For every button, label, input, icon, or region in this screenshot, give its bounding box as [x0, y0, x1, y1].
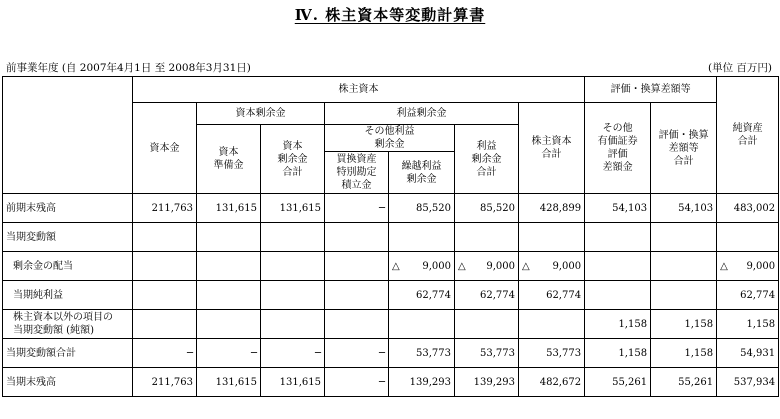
table-row	[3, 281, 779, 310]
negative-marker: △	[720, 260, 728, 272]
table-cell	[651, 310, 717, 339]
header-blank	[3, 77, 133, 194]
table-cell	[717, 223, 779, 252]
table-cell	[133, 194, 197, 223]
table-cell	[519, 339, 585, 368]
table-cell	[651, 339, 717, 368]
cell-value: 53,773	[480, 347, 515, 359]
cell-value: ─	[250, 347, 257, 359]
table-cell	[717, 339, 779, 368]
table-cell	[519, 368, 585, 397]
header-carried-forward: 繰越利益 剰余金	[389, 152, 455, 194]
table-cell	[717, 281, 779, 310]
table-cell	[519, 252, 585, 281]
table-cell	[717, 368, 779, 397]
cell-value: 1,158	[618, 347, 648, 359]
table-cell	[133, 339, 197, 368]
table-cell	[389, 194, 455, 223]
header-capital: 資本金	[133, 103, 197, 194]
table-row	[3, 368, 779, 397]
table-cell	[651, 252, 717, 281]
cell-value: 211,763	[151, 376, 193, 388]
cell-value: 9,000	[746, 260, 776, 272]
table-cell	[455, 310, 519, 339]
cell-value: 85,520	[480, 202, 515, 214]
header-valuation: 評価・換算差額等	[585, 77, 717, 103]
cell-value: 55,261	[612, 376, 648, 388]
row-label: 当期純利益	[3, 281, 133, 310]
header-retained-earnings: 利益剰余金	[325, 103, 519, 125]
cell-value: ─	[314, 347, 321, 359]
table-cell	[197, 223, 261, 252]
header-other-retained: その他利益 剰余金	[325, 125, 455, 152]
table-cell	[325, 223, 389, 252]
cell-value: 53,773	[416, 347, 451, 359]
negative-marker: △	[522, 260, 530, 272]
cell-value: 482,672	[539, 376, 582, 388]
cell-value: ─	[186, 347, 193, 359]
table-header	[3, 77, 779, 194]
row-label: 剰余金の配当	[3, 252, 133, 281]
row-label: 株主資本以外の項目の 当期変動額 (純額)	[3, 310, 133, 339]
table-cell	[717, 194, 779, 223]
table-cell	[325, 281, 389, 310]
table-row	[3, 223, 779, 252]
header-capital-reserve: 資本 準備金	[197, 125, 261, 194]
header-retained-total: 利益 剰余金 合計	[455, 125, 519, 194]
cell-value: 54,931	[740, 347, 776, 359]
table-cell	[389, 368, 455, 397]
table-cell	[651, 194, 717, 223]
table-cell	[585, 339, 651, 368]
table-cell	[133, 223, 197, 252]
cell-value: 53,773	[546, 347, 582, 359]
negative-marker: △	[458, 260, 466, 272]
cell-value: 537,934	[733, 376, 776, 388]
cell-value: 62,774	[546, 289, 582, 301]
table-cell	[717, 310, 779, 339]
header-valuation-total: 評価・換算 差額等 合計	[651, 103, 717, 194]
table-cell	[133, 252, 197, 281]
cell-value: 483,002	[733, 202, 776, 214]
table-cell	[455, 194, 519, 223]
table-row	[3, 339, 779, 368]
statement-title: Ⅳ. 株主資本等変動計算書	[294, 6, 486, 24]
table-cell	[519, 223, 585, 252]
table-cell	[585, 368, 651, 397]
table-cell	[389, 339, 455, 368]
header-capital-surplus-total: 資本 剰余金 合計	[261, 125, 325, 194]
table-cell	[133, 281, 197, 310]
fiscal-period: 前事業年度 (自 2007年4月1日 至 2008年3月31日)	[6, 62, 251, 74]
row-label: 当期変動額合計	[3, 339, 133, 368]
table-cell	[389, 223, 455, 252]
cell-value: 1,158	[684, 347, 714, 359]
cell-value: 55,261	[678, 376, 714, 388]
table-cell	[261, 339, 325, 368]
table-body	[3, 194, 779, 397]
header-reserve-replacement: 買換資産 特別勘定 積立金	[325, 152, 389, 194]
cell-value: ─	[378, 347, 385, 359]
table-cell	[585, 252, 651, 281]
cell-value: 428,899	[539, 202, 582, 214]
table-cell	[197, 281, 261, 310]
table-cell	[197, 194, 261, 223]
table-cell	[325, 310, 389, 339]
table-cell	[261, 281, 325, 310]
negative-marker: △	[392, 260, 400, 272]
table-cell	[389, 281, 455, 310]
cell-value: 62,774	[480, 289, 515, 301]
table-cell	[389, 252, 455, 281]
table-cell	[261, 252, 325, 281]
table-cell	[585, 310, 651, 339]
row-label: 当期変動額	[3, 223, 133, 252]
cell-value: 9,000	[552, 260, 582, 272]
table-cell	[261, 310, 325, 339]
table-cell	[519, 310, 585, 339]
table-cell	[651, 368, 717, 397]
table-cell	[197, 252, 261, 281]
table-cell	[325, 252, 389, 281]
cell-value: 139,293	[409, 376, 451, 388]
table-cell	[455, 368, 519, 397]
table-cell	[585, 194, 651, 223]
row-label: 前期末残高	[3, 194, 133, 223]
table-cell	[261, 223, 325, 252]
table-cell	[585, 223, 651, 252]
table-row	[3, 194, 779, 223]
cell-value: 54,103	[612, 202, 648, 214]
header-shareholders-equity: 株主資本	[133, 77, 585, 103]
table-cell	[325, 368, 389, 397]
cell-value: 54,103	[678, 202, 714, 214]
table-cell	[133, 310, 197, 339]
cell-value: 131,615	[215, 376, 257, 388]
table-cell	[585, 281, 651, 310]
cell-value: 1,158	[684, 318, 714, 330]
table-cell	[197, 339, 261, 368]
table-cell	[197, 368, 261, 397]
cell-value: 9,000	[422, 260, 451, 272]
cell-value: ─	[378, 376, 385, 388]
header-net-assets: 純資産 合計	[717, 77, 779, 194]
header-other-securities: その他 有価証券 評価 差額金	[585, 103, 651, 194]
cell-value: 1,158	[618, 318, 648, 330]
cell-value: 9,000	[486, 260, 515, 272]
table-cell	[325, 194, 389, 223]
cell-value: 139,293	[473, 376, 515, 388]
table-row	[3, 310, 779, 339]
table-cell	[519, 194, 585, 223]
table-cell	[133, 368, 197, 397]
row-label: 当期末残高	[3, 368, 133, 397]
equity-changes-table	[2, 76, 779, 397]
table-cell	[261, 368, 325, 397]
cell-value: 211,763	[151, 202, 193, 214]
table-cell	[197, 310, 261, 339]
table-cell	[261, 194, 325, 223]
cell-value: 131,615	[279, 376, 321, 388]
table-row	[3, 252, 779, 281]
table-cell	[455, 252, 519, 281]
cell-value: ─	[378, 202, 385, 214]
table-cell	[455, 339, 519, 368]
table-cell	[325, 339, 389, 368]
cell-value: 62,774	[416, 289, 451, 301]
cell-value: 62,774	[740, 289, 776, 301]
table-cell	[651, 281, 717, 310]
table-cell	[717, 252, 779, 281]
table-cell	[455, 281, 519, 310]
table-cell	[519, 281, 585, 310]
table-cell	[389, 310, 455, 339]
table-cell	[651, 223, 717, 252]
cell-value: 85,520	[416, 202, 451, 214]
table-cell	[455, 223, 519, 252]
cell-value: 131,615	[279, 202, 321, 214]
unit-label: (単位 百万円)	[707, 62, 772, 74]
cell-value: 131,615	[215, 202, 257, 214]
cell-value: 1,158	[746, 318, 776, 330]
header-capital-surplus: 資本剰余金	[197, 103, 325, 125]
header-equity-total: 株主資本 合計	[519, 103, 585, 194]
